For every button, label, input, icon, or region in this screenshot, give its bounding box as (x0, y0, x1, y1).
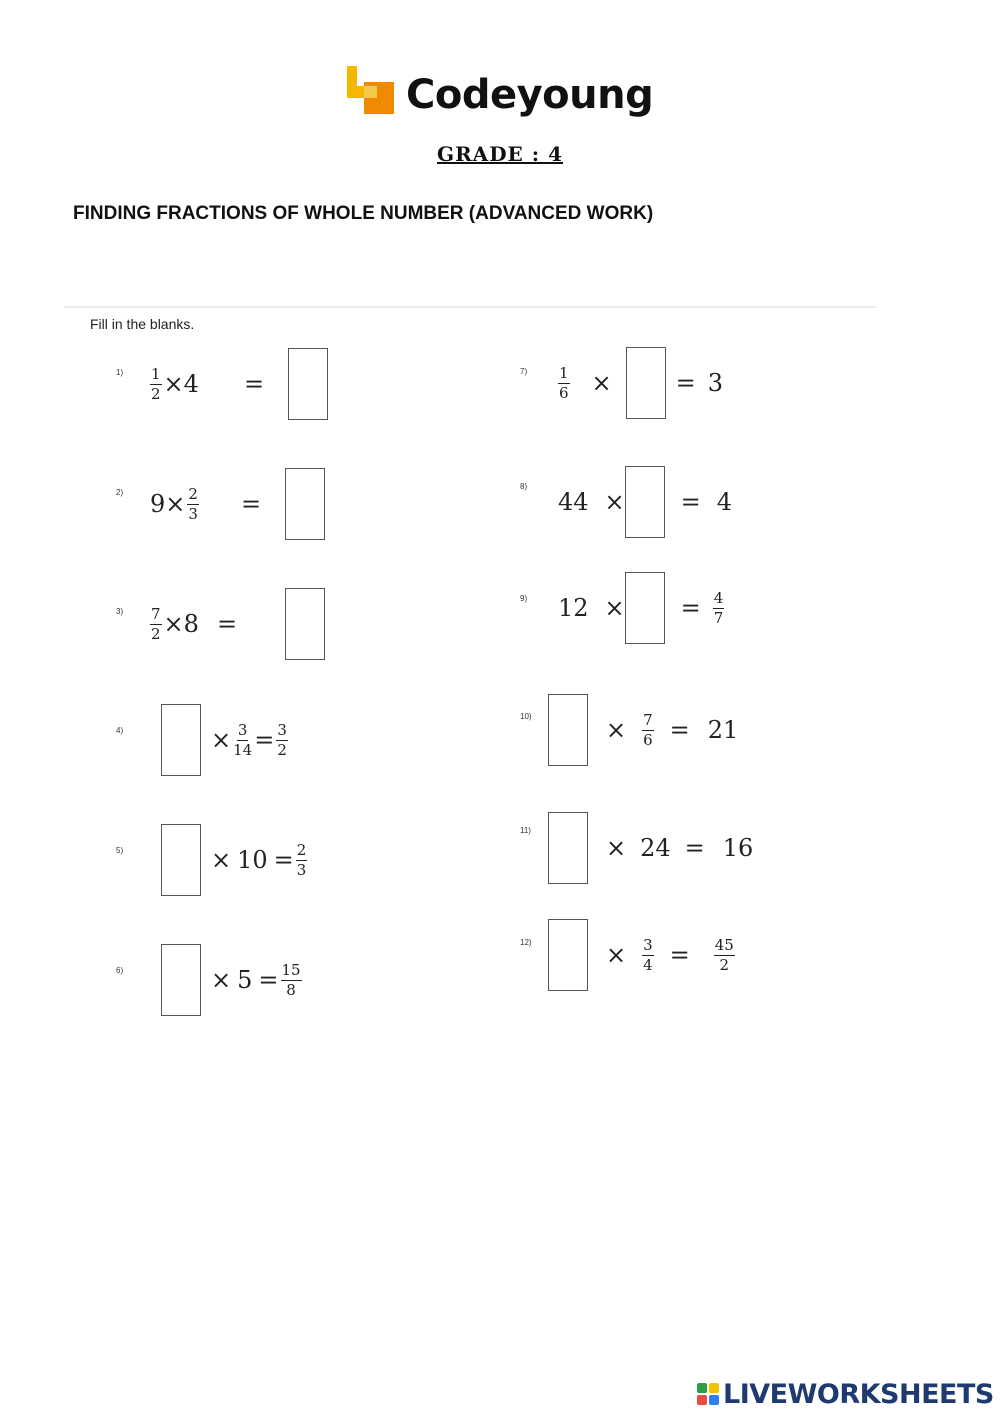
times-sign: × (211, 846, 232, 874)
equals-sign: = (273, 846, 294, 874)
times-sign: × (163, 610, 184, 638)
times-sign: × (211, 726, 232, 754)
problem-number: 5) (116, 846, 124, 855)
problem-1 (148, 344, 328, 424)
denominator: 4 (643, 955, 653, 974)
liveworksheets-brand: LIVEWORKSHEETS (723, 1378, 994, 1410)
numerator: 3 (237, 720, 248, 739)
denominator: 3 (188, 504, 198, 523)
logo-text: Codeyoung (406, 72, 654, 118)
equals-sign: = (258, 966, 279, 994)
denominator: 2 (277, 740, 287, 759)
result: 16 (722, 834, 754, 862)
problem-number: 3) (116, 607, 124, 616)
times-sign: × (604, 594, 625, 622)
problem-6 (161, 940, 304, 1020)
denominator: 2 (719, 955, 730, 974)
numerator: 2 (188, 484, 198, 503)
answer-box[interactable] (548, 812, 588, 884)
equals-sign: = (240, 490, 262, 518)
answer-box[interactable] (548, 919, 588, 991)
times-sign: × (163, 370, 184, 398)
operand: 12 (558, 594, 589, 622)
problem-number: 1) (116, 368, 124, 377)
fraction (714, 935, 735, 974)
numerator: 45 (714, 935, 734, 954)
numerator: 7 (643, 710, 653, 729)
problem-8 (558, 462, 732, 542)
operand: 44 (558, 488, 589, 516)
answer-box[interactable] (285, 588, 325, 660)
fraction (150, 364, 162, 403)
equals-sign: = (216, 610, 238, 638)
liveworksheets-logo (697, 1378, 994, 1410)
numerator: 1 (151, 364, 161, 383)
fraction (642, 935, 654, 974)
fraction (296, 840, 308, 879)
answer-box[interactable] (161, 704, 201, 776)
times-sign: × (604, 488, 625, 516)
answer-box[interactable] (161, 944, 201, 1016)
equals-sign: = (684, 834, 705, 862)
denominator: 2 (151, 624, 161, 643)
problem-number: 10) (520, 712, 532, 721)
instructions: Fill in the blanks. (90, 316, 195, 332)
problem-12 (548, 915, 737, 995)
denominator: 7 (713, 608, 724, 627)
numerator: 1 (559, 363, 569, 382)
problem-number: 2) (116, 488, 124, 497)
worksheet-title: FINDING FRACTIONS OF WHOLE NUMBER (ADVANCED WORK) (73, 203, 654, 224)
denominator: 3 (296, 860, 307, 879)
answer-box[interactable] (161, 824, 201, 896)
operand: 10 (237, 846, 268, 874)
equals-sign: = (669, 716, 690, 744)
equals-sign: = (243, 370, 265, 398)
problem-number: 9) (520, 594, 528, 603)
result: 21 (707, 716, 739, 744)
denominator: 14 (233, 740, 253, 759)
denominator: 2 (151, 384, 161, 403)
numerator: 3 (277, 720, 287, 739)
result: 3 (707, 369, 724, 397)
times-sign: × (591, 369, 612, 397)
numerator: 2 (296, 840, 307, 859)
problem-5 (161, 820, 309, 900)
answer-box[interactable] (548, 694, 588, 766)
operand: 4 (183, 370, 199, 398)
fraction (713, 588, 725, 627)
problem-number: 11) (520, 826, 531, 835)
problem-number: 12) (520, 938, 532, 947)
equals-sign: = (254, 726, 275, 754)
numerator: 7 (151, 604, 161, 623)
fraction (276, 720, 288, 759)
problem-10 (548, 690, 738, 770)
times-sign: × (165, 490, 186, 518)
problem-4 (161, 700, 290, 780)
answer-box[interactable] (285, 468, 325, 540)
fraction (150, 604, 162, 643)
fraction (642, 710, 654, 749)
problem-3 (148, 584, 325, 664)
equals-sign: = (669, 941, 690, 969)
operand: 5 (237, 966, 253, 994)
divider (64, 306, 876, 308)
problem-number: 6) (116, 966, 124, 975)
problem-number: 4) (116, 726, 124, 735)
denominator: 6 (643, 730, 653, 749)
result: 4 (716, 488, 733, 516)
numerator: 3 (643, 935, 653, 954)
denominator: 8 (286, 980, 296, 999)
numerator: 15 (281, 960, 301, 979)
times-sign: × (606, 834, 627, 862)
problem-9 (558, 568, 726, 648)
denominator: 6 (559, 383, 569, 402)
times-sign: × (606, 941, 627, 969)
operand: 9 (150, 490, 166, 518)
answer-box[interactable] (626, 347, 666, 419)
problem-number: 8) (520, 482, 528, 491)
codeyoung-logo-icon (344, 62, 400, 118)
equals-sign: = (680, 594, 701, 622)
times-sign: × (211, 966, 232, 994)
codeyoung-logo (344, 62, 664, 122)
numerator: 4 (713, 588, 724, 607)
equals-sign: = (680, 488, 701, 516)
answer-box[interactable] (625, 466, 665, 538)
problem-number: 7) (520, 367, 528, 376)
answer-box[interactable] (625, 572, 665, 644)
problem-11 (548, 808, 753, 888)
answer-box[interactable] (288, 348, 328, 420)
times-sign: × (606, 716, 627, 744)
operand: 24 (640, 834, 671, 862)
equals-sign: = (675, 369, 696, 397)
fraction (558, 363, 570, 402)
operand: 8 (183, 610, 199, 638)
liveworksheets-icon (697, 1383, 719, 1405)
grade-label: GRADE : 4 (436, 142, 564, 166)
problem-2 (150, 464, 325, 544)
fraction (281, 960, 302, 999)
fraction (233, 720, 253, 759)
problem-7 (556, 343, 723, 423)
fraction (187, 484, 199, 523)
